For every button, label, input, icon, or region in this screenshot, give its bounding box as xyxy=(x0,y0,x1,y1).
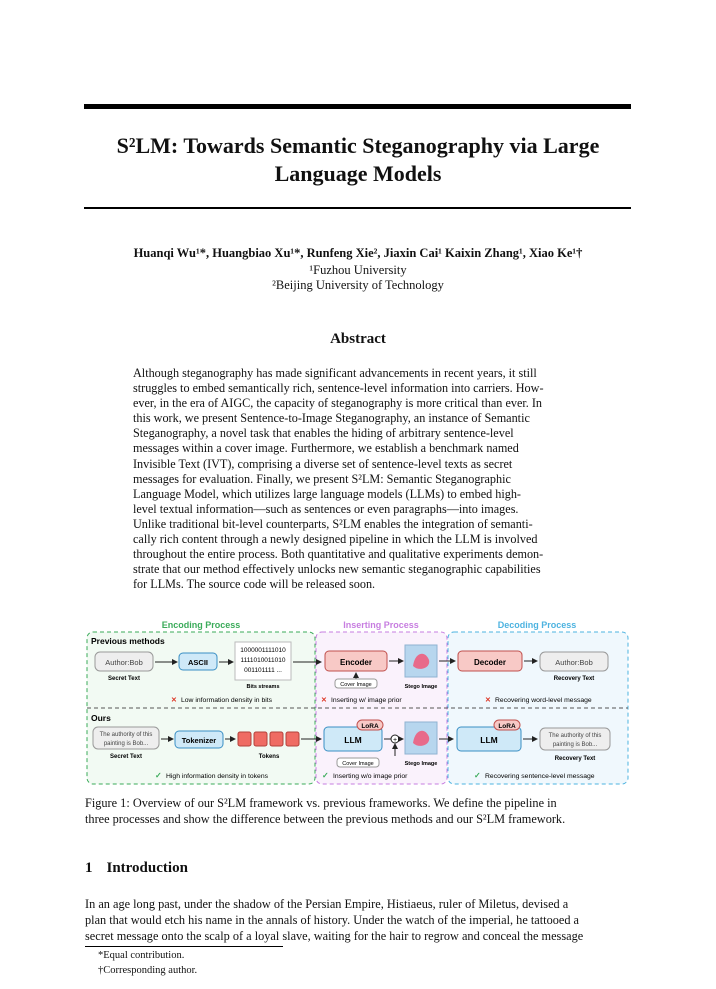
figure-caption: Figure 1: Overview of our S²LM framework vs. previous frameworks. We define the pipeline in three processes and show the difference between the previous methods and our S²LM framework. xyxy=(85,796,566,826)
svg-text:1000001111010: 1000001111010 xyxy=(240,647,286,654)
check-icon: ✓ xyxy=(322,771,329,780)
abstract-line: level textual information—such as sentences or even paragraphs—into images. xyxy=(133,501,519,516)
abstract-line: Language Model, which utilizes large language models (LLMs) to embed high- xyxy=(133,486,521,501)
abstract-line: for LLMs. The source code will be released soon. xyxy=(133,577,376,592)
author-list: Huanqi Wu¹*, Huangbiao Xu¹*, Runfeng Xie², Jiaxin Cai¹ Kaixin Zhang¹, Xiao Ke¹† xyxy=(133,246,583,260)
svg-text:Bits streams: Bits streams xyxy=(246,684,280,690)
svg-text:The authority of this: The authority of this xyxy=(548,733,602,739)
abstract-line: messages within a cover image. Furthermore, we establish a benchmark named xyxy=(133,441,519,456)
footnote-corresponding-author: †Corresponding author. xyxy=(98,965,198,976)
decoding-process-label: Decoding Process xyxy=(497,620,577,630)
introduction-body: In an age long past, under the shadow of the Persian Empire, Histiaeus, ruler of Miletus, devised a plan that would etch his name in the annals of history. Under the watch of the imperial, he tattooed a secret message onto the scalp of a loyal slave, waiting for the hair to regrow and conceal the message xyxy=(85,897,584,943)
cross-icon: ✕ xyxy=(485,697,491,704)
svg-text:LoRA: LoRA xyxy=(361,723,379,730)
svg-text:1111010011010: 1111010011010 xyxy=(240,657,286,664)
svg-text:Recovering word-level message: Recovering word-level message xyxy=(495,697,592,704)
svg-text:Secret Text: Secret Text xyxy=(108,676,140,682)
abstract-line: strate that our method effectively unlocks new semantic steganographic capabilities xyxy=(133,562,541,577)
abstract-line: ever, in the era of AIGC, the capacity of steganography is more critical than ever. In xyxy=(133,396,542,411)
figure-1-diagram xyxy=(85,616,631,788)
abstract-body xyxy=(133,366,583,592)
svg-text:ASCII: ASCII xyxy=(187,658,209,667)
svg-text:The authority of this: The authority of this xyxy=(99,732,153,738)
svg-text:High information density in to: High information density in tokens xyxy=(166,773,269,780)
svg-text:Author:Bob: Author:Bob xyxy=(105,658,143,667)
cross-icon: ✕ xyxy=(171,697,177,704)
svg-text:Stego Image: Stego Image xyxy=(404,684,438,690)
footnote-equal-contribution: *Equal contribution. xyxy=(98,950,185,961)
abstract-line: Steganography, a novel task that enables the hiding of arbitrary sentence-level xyxy=(133,426,514,441)
svg-text:Inserting w/o image prior: Inserting w/o image prior xyxy=(333,773,408,780)
abstract-line: messages for evaluation. Finally, we present S²LM: Semantic Steganographic xyxy=(133,471,511,486)
abstract-heading: Abstract xyxy=(330,331,386,347)
paper-title: S²LM: Towards Semantic Steganography via Large Language Models xyxy=(116,133,600,186)
svg-text:Stego Image: Stego Image xyxy=(404,761,438,767)
inserting-process-label: Inserting Process xyxy=(343,620,419,630)
svg-text:LoRA: LoRA xyxy=(498,723,516,730)
svg-text:Cover Image: Cover Image xyxy=(342,761,374,767)
svg-text:Recovery Text: Recovery Text xyxy=(554,756,596,762)
svg-text:+: + xyxy=(392,737,398,744)
svg-text:Recovery Text: Recovery Text xyxy=(553,676,595,682)
abstract-line: Invisible Text (IVT), comprising a diverse set of sentence-level texts as secret xyxy=(133,456,513,471)
section-heading xyxy=(85,860,202,877)
check-icon: ✓ xyxy=(155,771,162,780)
encoding-process-label: Encoding Process xyxy=(161,620,241,630)
section-number: 1 xyxy=(85,860,93,876)
svg-text:Decoder: Decoder xyxy=(473,658,507,667)
abstract-line: Unlike traditional bit-level counterparts, S²LM enables the integration of semanti- xyxy=(133,516,533,531)
svg-text:Encoder: Encoder xyxy=(339,658,373,667)
affiliation-1: ¹Fuzhou University xyxy=(309,263,407,277)
svg-text:LLM: LLM xyxy=(344,735,362,745)
title-bottom-rule xyxy=(84,207,631,209)
svg-text:Tokenizer: Tokenizer xyxy=(181,736,217,745)
section-title: Introduction xyxy=(106,860,188,876)
check-icon: ✓ xyxy=(474,771,481,780)
cross-icon: ✕ xyxy=(321,697,327,704)
affiliation-2: ²Beijing University of Technology xyxy=(272,278,444,292)
svg-text:001101111 ...: 001101111 ... xyxy=(244,667,282,674)
footnote-rule xyxy=(85,946,283,947)
svg-text:LLM: LLM xyxy=(480,735,498,745)
title-top-rule xyxy=(84,104,631,109)
previous-methods-label: Previous methods xyxy=(91,636,165,646)
abstract-line: Although steganography has made significant advancements in recent years, it still xyxy=(133,366,537,380)
ours-label: Ours xyxy=(91,713,111,723)
abstract-line: this work, we present Sentence-to-Image Steganography, an instance of Semantic xyxy=(133,411,530,426)
svg-text:Author:Bob: Author:Bob xyxy=(555,658,593,667)
svg-text:Secret Text: Secret Text xyxy=(110,754,142,760)
abstract-line: throughout the entire process. Both quantitative and qualitative experiments demon- xyxy=(133,547,544,562)
svg-text:painting is Bob...: painting is Bob... xyxy=(552,742,598,748)
svg-text:Inserting w/ image prior: Inserting w/ image prior xyxy=(331,697,402,704)
svg-text:Tokens: Tokens xyxy=(258,754,280,760)
svg-text:painting is Bob...: painting is Bob... xyxy=(103,741,149,747)
svg-text:Recovering sentence-level mess: Recovering sentence-level message xyxy=(485,773,595,780)
abstract-line: struggles to embed semantically rich, sentence-level information into carriers. How- xyxy=(133,381,544,396)
abstract-line: cally rich content through a newly designed pipeline in which the LLM is involved xyxy=(133,532,538,547)
svg-text:Cover Image: Cover Image xyxy=(340,682,372,688)
svg-text:Low information density in bit: Low information density in bits xyxy=(181,697,273,704)
